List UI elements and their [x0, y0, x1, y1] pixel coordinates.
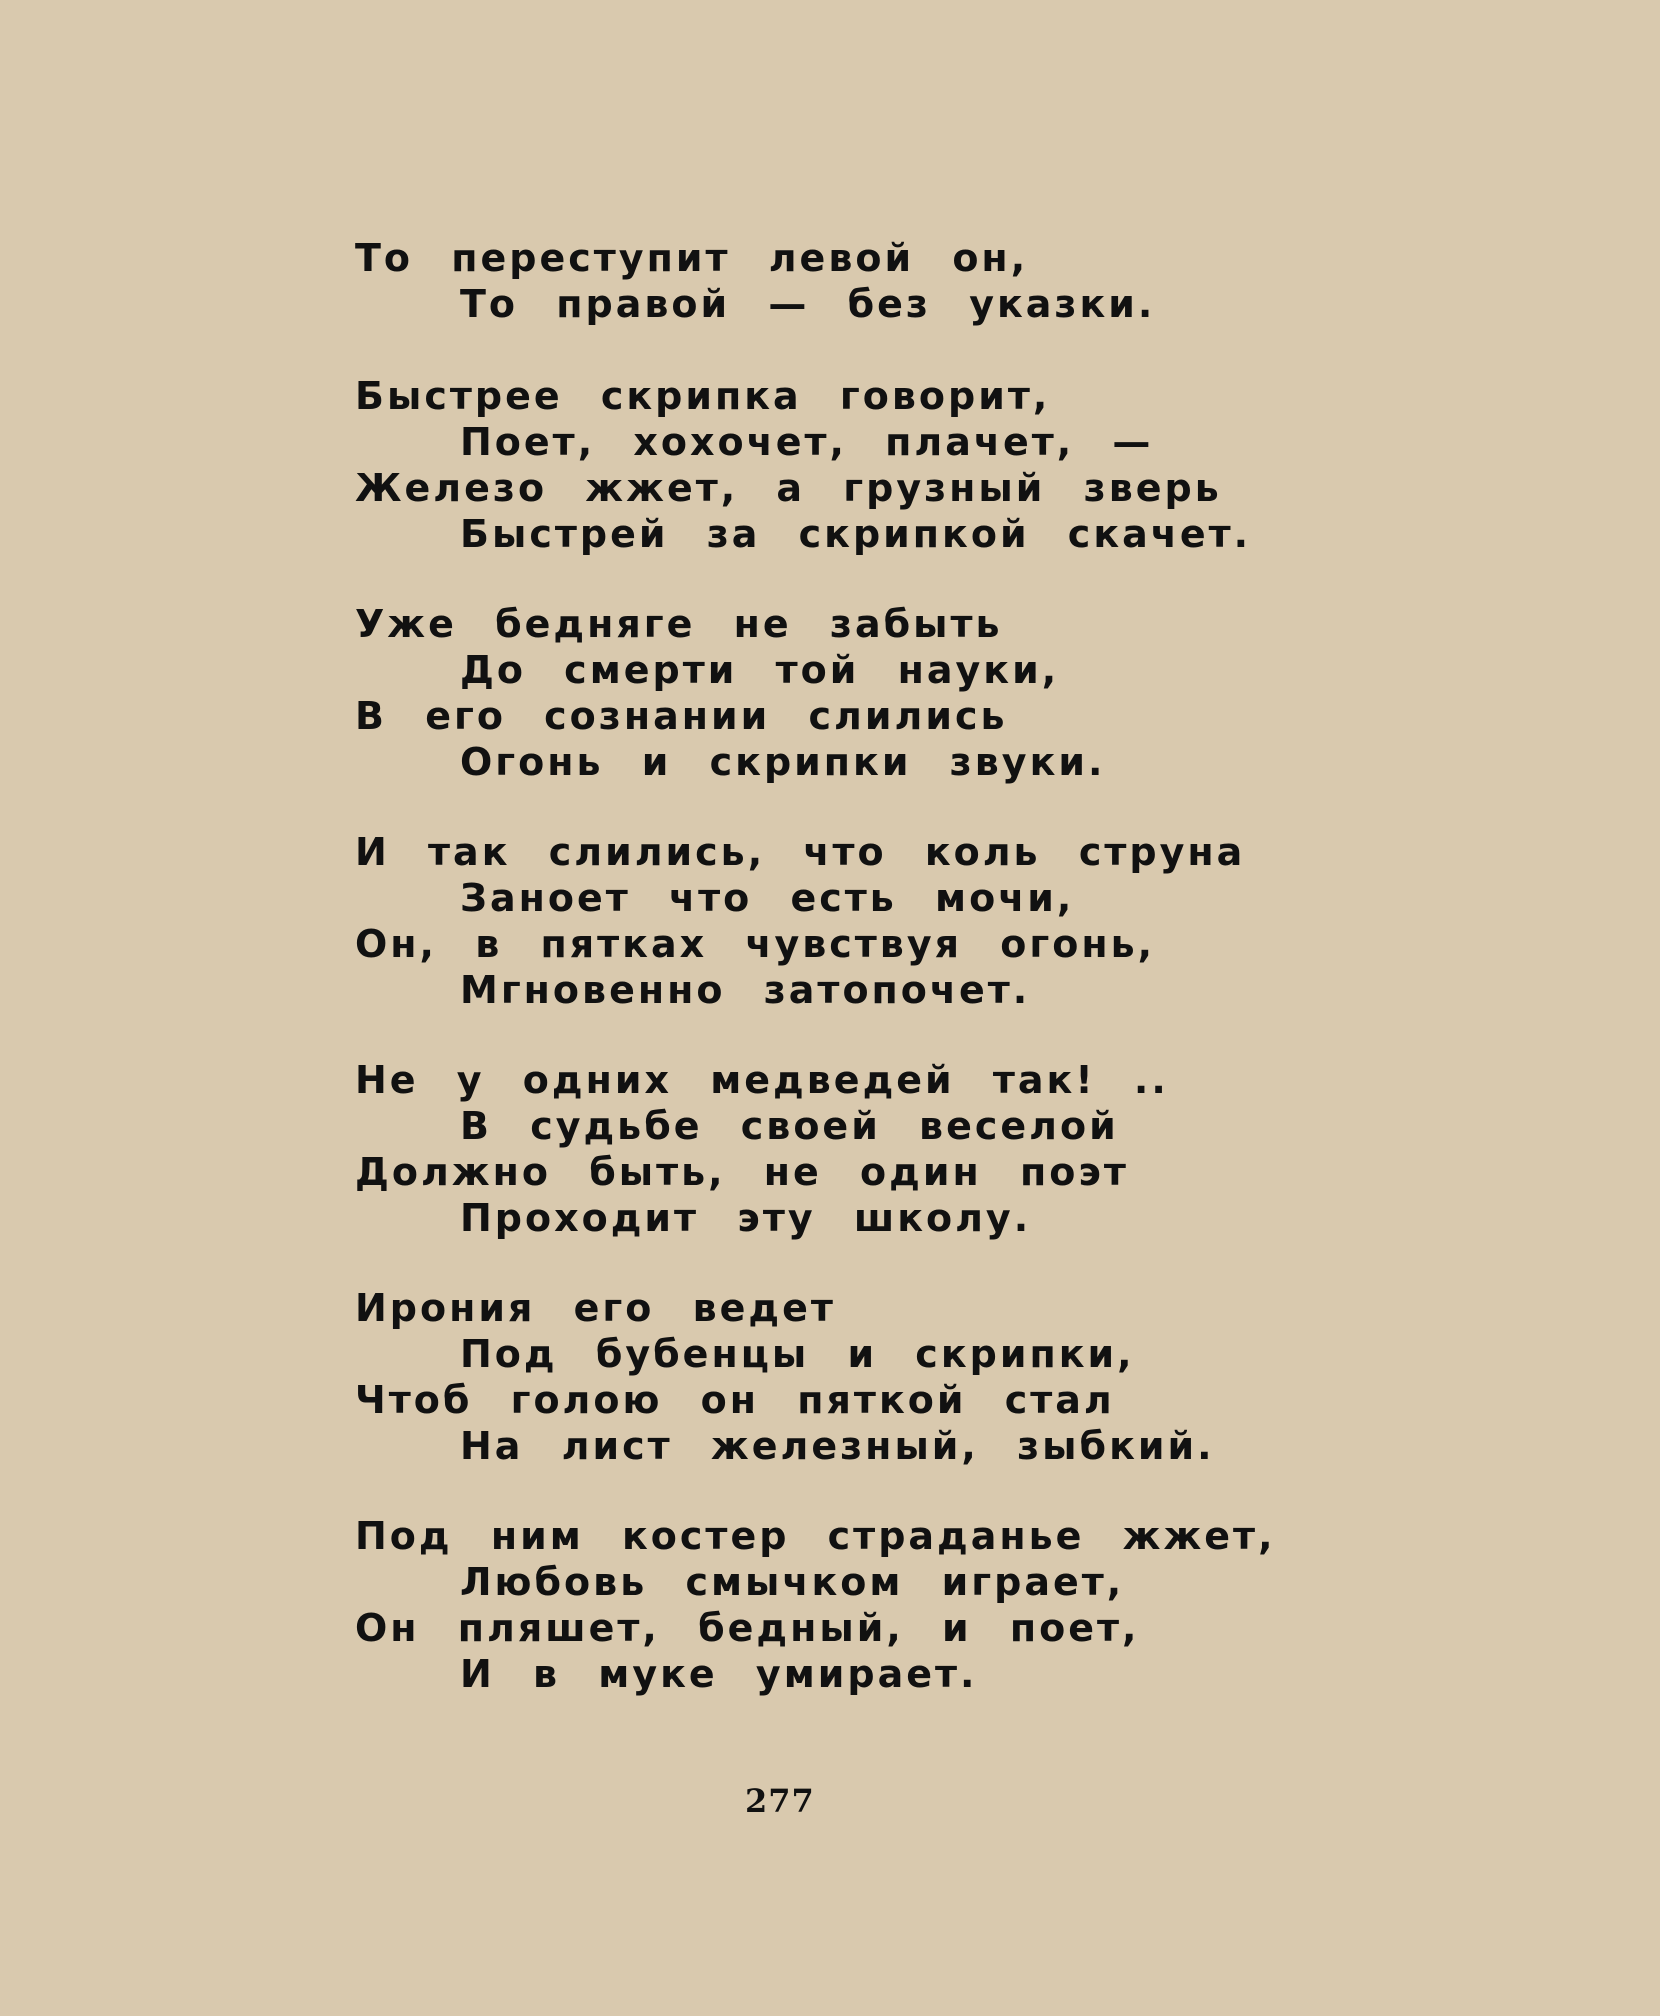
poem-line: Быстрей за скрипкой скачет.: [460, 512, 1252, 556]
poem-line: В судьбе своей веселой: [460, 1104, 1119, 1148]
poem-line: Ирония его ведет: [355, 1286, 836, 1330]
poem-line: Огонь и скрипки звуки.: [460, 740, 1106, 784]
poem-line: Уже бедняге не забыть: [355, 602, 1003, 646]
stanza: [355, 829, 1355, 1013]
poem-line: И так слились, что коль струна: [355, 830, 1246, 874]
poem-body: [355, 235, 1355, 1741]
poem-line: Поет, хохочет, плачет, —: [460, 420, 1154, 464]
stanza: [355, 601, 1355, 785]
poem-line: То переступит левой он,: [355, 236, 1029, 280]
poem-line: Он пляшет, бедный, и поет,: [355, 1606, 1140, 1650]
stanza: [355, 373, 1355, 557]
stanza: [355, 1057, 1355, 1241]
poem-line: Железо жжет, а грузный зверь: [355, 466, 1222, 510]
poem-line: Чтоб голою он пяткой стал: [355, 1378, 1115, 1422]
poem-line: Должно быть, не один поэт: [355, 1150, 1129, 1194]
page-number: 277: [745, 1782, 815, 1820]
poem-line: Не у одних медведей так! ..: [355, 1058, 1169, 1102]
poem-line: Проходит эту школу.: [460, 1196, 1032, 1240]
poem-line: Под ним костер страданье жжет,: [355, 1514, 1276, 1558]
poem-line: Любовь смычком играет,: [460, 1560, 1125, 1604]
stanza: [355, 1513, 1355, 1697]
poem-line: Под бубенцы и скрипки,: [460, 1332, 1135, 1376]
poem-line: Заноет что есть мочи,: [460, 876, 1075, 920]
poem-line: На лист железный, зыбкий.: [460, 1424, 1215, 1468]
poem-line: Он, в пятках чувствуя огонь,: [355, 922, 1156, 966]
poem-line: В его сознании слились: [355, 694, 1008, 738]
poem-line: До смерти той науки,: [460, 648, 1060, 692]
stanza: [355, 235, 1355, 327]
poem-line: И в муке умирает.: [460, 1652, 978, 1696]
poem-line: Быстрее скрипка говорит,: [355, 374, 1051, 418]
poem-line: Мгновенно затопочет.: [460, 968, 1031, 1012]
poem-line: То правой — без указки.: [460, 282, 1156, 326]
stanza: [355, 1285, 1355, 1469]
